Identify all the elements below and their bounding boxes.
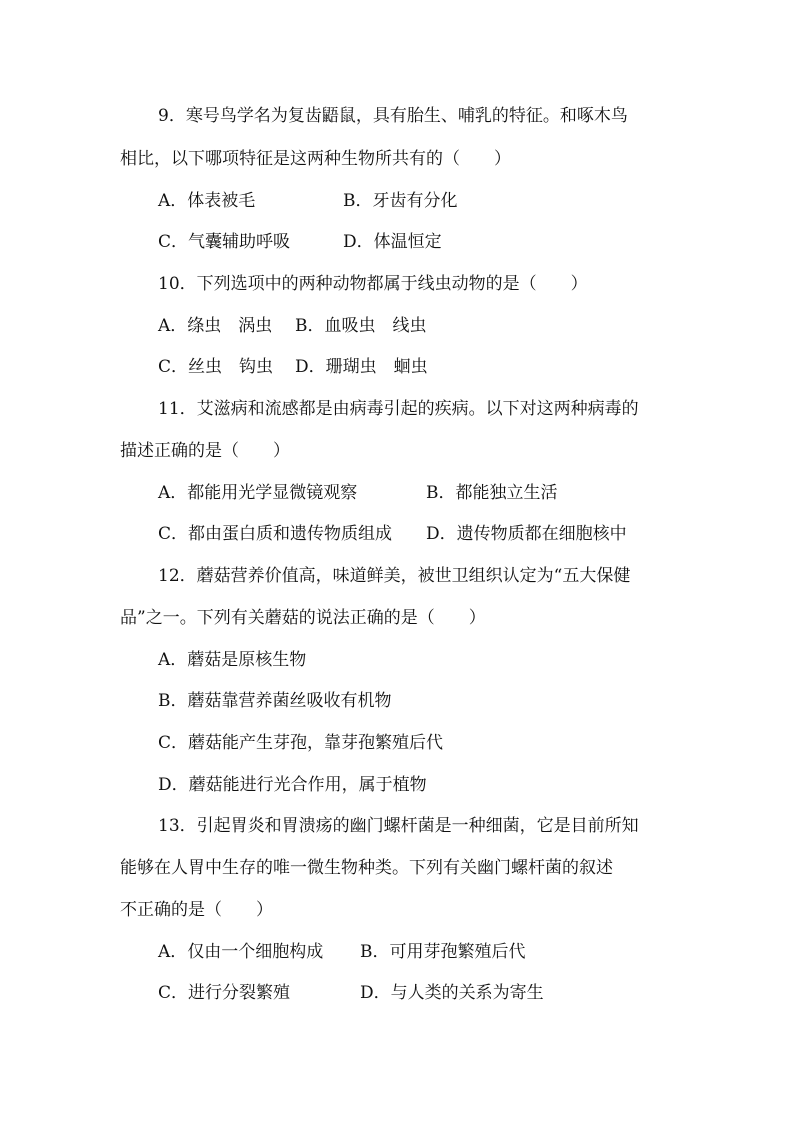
- question-9-option-c: C．气囊辅助呼吸: [158, 232, 291, 252]
- question-12-option-a: A．蘑菇是原核生物: [158, 650, 307, 670]
- question-11-option-d: D．遗传物质都在细胞核中: [426, 524, 627, 544]
- question-12-stem-line-2: 品”之一。下列有关蘑菇的说法正确的是（ ）: [120, 608, 486, 628]
- question-10-option-a: A．绦虫 涡虫: [158, 316, 273, 336]
- question-13-option-d: D．与人类的关系为寄生: [360, 983, 544, 1003]
- question-12-option-d: D．蘑菇能进行光合作用，属于植物: [158, 775, 427, 795]
- question-9-option-b: B．牙齿有分化: [343, 191, 458, 211]
- question-9-stem-line-2: 相比，以下哪项特征是这两种生物所共有的（ ）: [120, 149, 511, 169]
- question-11-stem-line-2: 描述正确的是（ ）: [120, 441, 290, 461]
- question-13-stem-line-1: 13．引起胃炎和胃溃疡的幽门螺杆菌是一种细菌，它是目前所知: [158, 816, 639, 836]
- question-11-option-b: B．都能独立生活: [426, 483, 558, 503]
- question-11-option-c: C．都由蛋白质和遗传物质组成: [158, 524, 393, 544]
- question-10-option-b: B．血吸虫 线虫: [295, 316, 427, 336]
- question-11-option-a: A．都能用光学显微镜观察: [158, 483, 358, 503]
- question-10-option-c: C．丝虫 钩虫: [158, 357, 274, 377]
- question-9-option-d: D．体温恒定: [343, 232, 442, 252]
- question-13-option-c: C．进行分裂繁殖: [158, 983, 291, 1003]
- question-13-option-a: A．仅由一个细胞构成: [158, 942, 324, 962]
- question-9-stem-line-1: 9．寒号鸟学名为复齿鼯鼠，具有胎生、哺乳的特征。和啄木鸟: [158, 106, 628, 126]
- question-12-option-b: B．蘑菇靠营养菌丝吸收有机物: [158, 691, 392, 711]
- question-10-stem-line-1: 10．下列选项中的两种动物都属于线虫动物的是（ ）: [158, 274, 588, 294]
- question-10-option-d: D．珊瑚虫 蛔虫: [295, 357, 428, 377]
- question-13-stem-line-3: 不正确的是（ ）: [120, 900, 273, 920]
- question-12-stem-line-1: 12．蘑菇营养价值高，味道鲜美，被世卫组织认定为“五大保健: [158, 566, 631, 586]
- question-11-stem-line-1: 11．艾滋病和流感都是由病毒引起的疾病。以下对这两种病毒的: [158, 399, 639, 419]
- question-12-option-c: C．蘑菇能产生芽孢，靠芽孢繁殖后代: [158, 733, 444, 753]
- question-13-option-b: B．可用芽孢繁殖后代: [360, 942, 526, 962]
- question-13-stem-line-2: 能够在人胃中生存的唯一微生物种类。下列有关幽门螺杆菌的叙述: [120, 858, 613, 878]
- question-9-option-a: A．体表被毛: [158, 191, 256, 211]
